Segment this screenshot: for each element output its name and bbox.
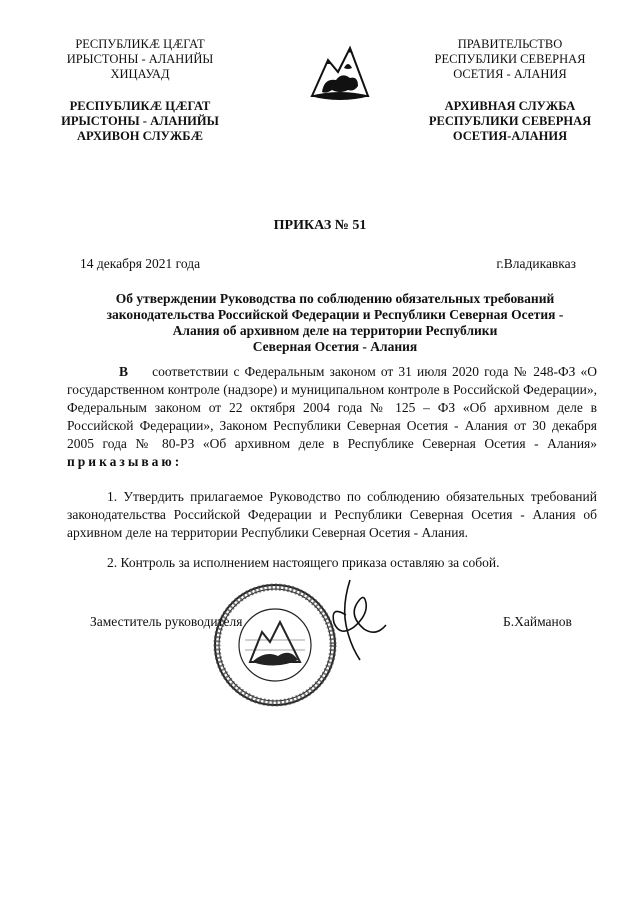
order-date: 14 декабря 2021 года	[80, 256, 201, 271]
signatory-name: Б.Хайманов	[503, 614, 572, 629]
signatory-title: Заместитель руководителя	[90, 614, 243, 629]
header-left-archive	[55, 99, 225, 144]
header-line: ИРЫСТОНЫ - АЛАНИЙЫ	[61, 114, 219, 128]
intro-command: приказываю:	[67, 454, 183, 469]
intro-lead: В	[119, 364, 129, 379]
header-line: ОСЕТИЯ-АЛАНИЯ	[452, 129, 568, 143]
header-line: ПРАВИТЕЛЬСТВО	[457, 37, 563, 51]
intro-text: соответствии с Федеральным законом от 31 июля 2020 года № 248-ФЗ «О государственном контроле (надзоре) и муниципальном контроле в Российской Федерации», Федеральным законом от 22 октября 2004 года № 125 – ФЗ «Об архивном деле в Российской Федерации», Законом Республики Северная Осетия - Алания от 30 декабря 2005 года № 80-РЗ «Об архивном деле в Республике Северная Осетия - Алания»	[67, 364, 598, 451]
order-item-2: 2. Контроль за исполнением настоящего приказа оставляю за собой.	[107, 555, 500, 570]
order-item-1	[67, 488, 597, 542]
header-line: РЕСПУБЛИКӔ ЦӔГАТ	[69, 99, 211, 113]
header-right-archive	[420, 99, 600, 144]
header-line: ОСЕТИЯ - АЛАНИЯ	[453, 67, 567, 81]
header-left-government	[55, 37, 225, 82]
header-line: ИРЫСТОНЫ - АЛАНИЙЫ	[66, 52, 214, 66]
order-title: ПРИКАЗ № 51	[273, 218, 367, 233]
order-city: г.Владикавказ	[496, 256, 576, 271]
header-right-government	[420, 37, 600, 82]
header-line: ХИЦАУАД	[110, 67, 170, 81]
header-line: АРХИВНАЯ СЛУЖБА	[444, 99, 576, 113]
header-line: РЕСПУБЛИКИ СЕВЕРНАЯ	[428, 114, 592, 128]
heading-line: Об утверждении Руководства по соблюдению обязательных требований	[115, 291, 555, 306]
heading-line: законодательства Российской Федерации и Республики Северная Осетия -	[106, 307, 564, 322]
header-line: РЕСПУБЛИКИ СЕВЕРНАЯ	[434, 52, 586, 66]
document-heading	[70, 291, 600, 355]
header-line: АРХИВОН СЛУЖБӔ	[77, 129, 203, 143]
item-1-text: 1. Утвердить прилагаемое Руководство по соблюдению обязательных требований законодательства Российской Федерации и Республики Северная Осетия - Алания об архивном деле на территории Республики Северная Осетия - Алания.	[67, 489, 597, 540]
intro-paragraph	[67, 363, 597, 471]
heading-line: Алания об архивном деле на территории Республики	[172, 323, 498, 338]
signature-icon	[320, 575, 390, 665]
heading-line: Северная Осетия - Алания	[252, 339, 418, 354]
coat-of-arms-icon	[300, 38, 380, 108]
header-line: РЕСПУБЛИКӔ ЦӔГАТ	[75, 37, 205, 51]
